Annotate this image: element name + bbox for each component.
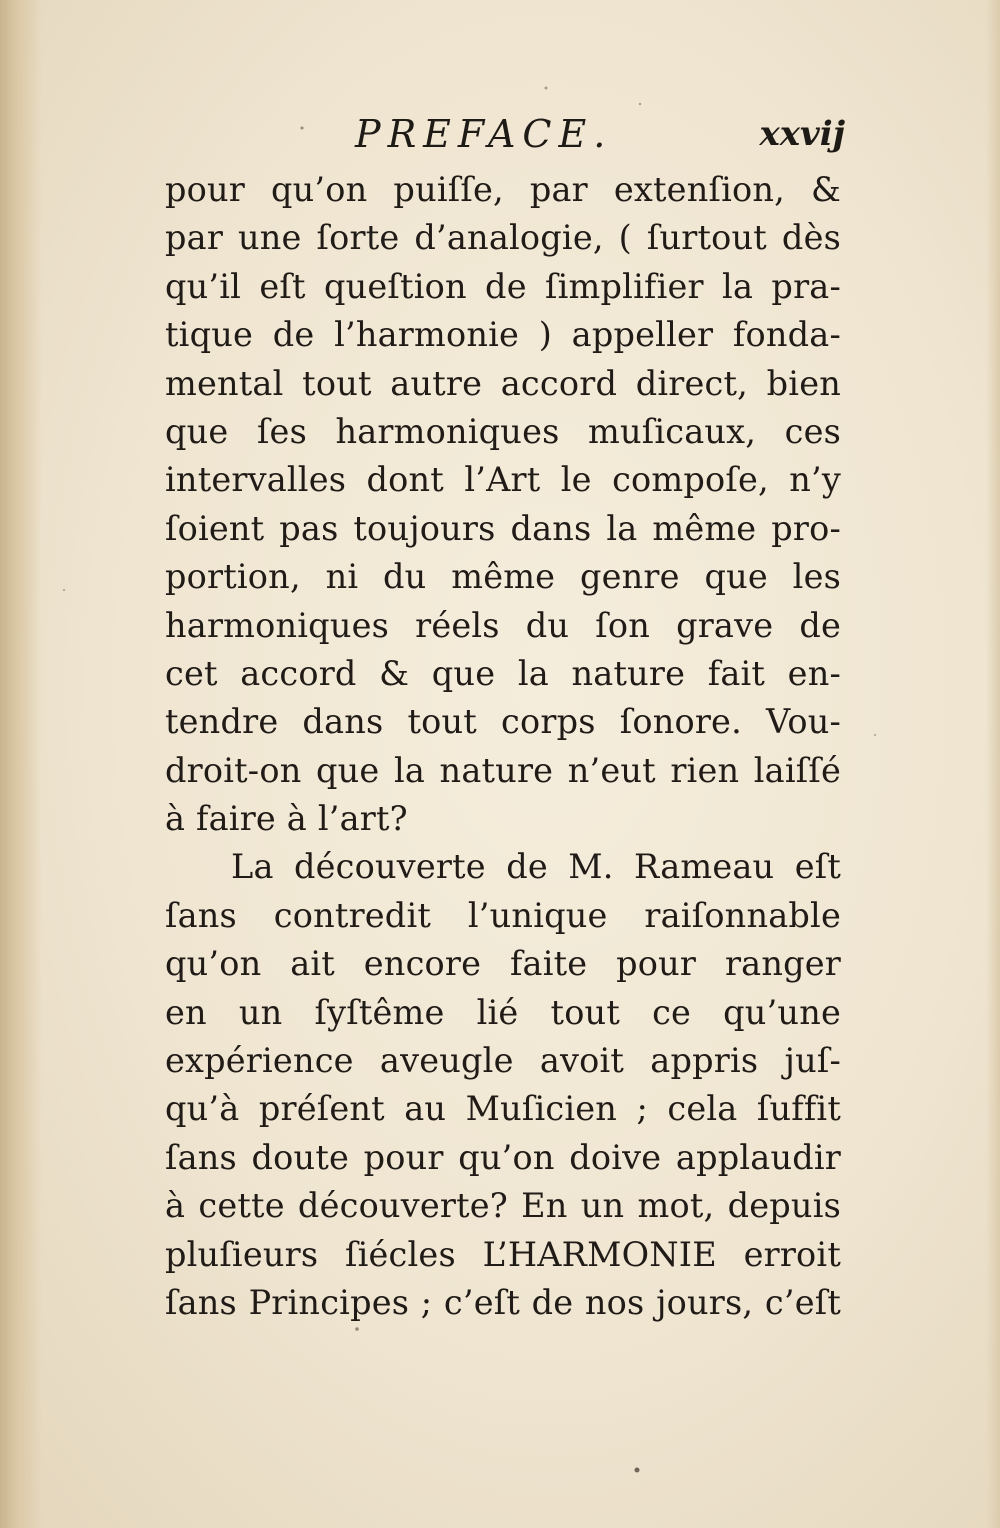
text-line: que ſes harmoniques muſicaux, ces: [165, 411, 841, 451]
text-line: ſans doute pour qu’on doive applaudir: [165, 1137, 841, 1177]
text-line: intervalles dont l’Art le compoſe, n’y: [165, 460, 841, 500]
text-line: La découverte de M. Rameau eſt: [231, 847, 841, 887]
text-line: à faire à l’art?: [165, 799, 408, 839]
text-line: ſans Principes ; c’eſt de nos jours, c’eſt: [165, 1282, 841, 1322]
text-line: en un ſyſtême lié tout ce qu’une: [165, 992, 841, 1032]
body-text: [165, 166, 841, 1327]
text-line: tendre dans tout corps ſonore. Vou-: [165, 702, 841, 742]
paragraph-2: [165, 843, 841, 1327]
running-head: PREFACE.: [355, 112, 613, 156]
text-line: tique de l’harmonie ) appeller fonda-: [165, 315, 841, 355]
text-line: ſans contredit l’unique raiſonnable: [165, 895, 841, 935]
text-line: à cette découverte? En un mot, depuis: [165, 1186, 841, 1226]
text-line: droit-on que la nature n’eut rien laiſſé: [165, 750, 841, 790]
text-line: qu’il eſt queſtion de ſimplifier la pra-: [165, 266, 841, 306]
page-number: xxvij: [759, 114, 845, 154]
page-header: [355, 112, 845, 162]
binding-shadow: [0, 0, 42, 1528]
text-line: par une ſorte d’analogie, ( ſurtout dès: [165, 218, 841, 258]
text-line: qu’on ait encore faite pour ranger: [165, 944, 841, 984]
text-line: mental tout autre accord direct, bien: [165, 363, 841, 403]
text-line: ſoient pas toujours dans la même pro-: [165, 508, 841, 548]
text-line: qu’à préſent au Muſicien ; cela ſuffit: [165, 1089, 841, 1129]
text-line: cet accord & que la nature fait en-: [165, 653, 841, 693]
text-line: harmoniques réels du ſon grave de: [165, 605, 841, 645]
text-line: pour qu’on puiſſe, par extenſion, &: [165, 170, 841, 209]
text-line: expérience aveugle avoit appris juſ-: [165, 1041, 841, 1081]
text-line: pluſieurs ſiécles L’HARMONIE erroit: [165, 1234, 841, 1274]
page-edge: [986, 0, 1000, 1528]
text-line: portion, ni du même genre que les: [165, 557, 841, 597]
paragraph-1: [165, 166, 841, 843]
